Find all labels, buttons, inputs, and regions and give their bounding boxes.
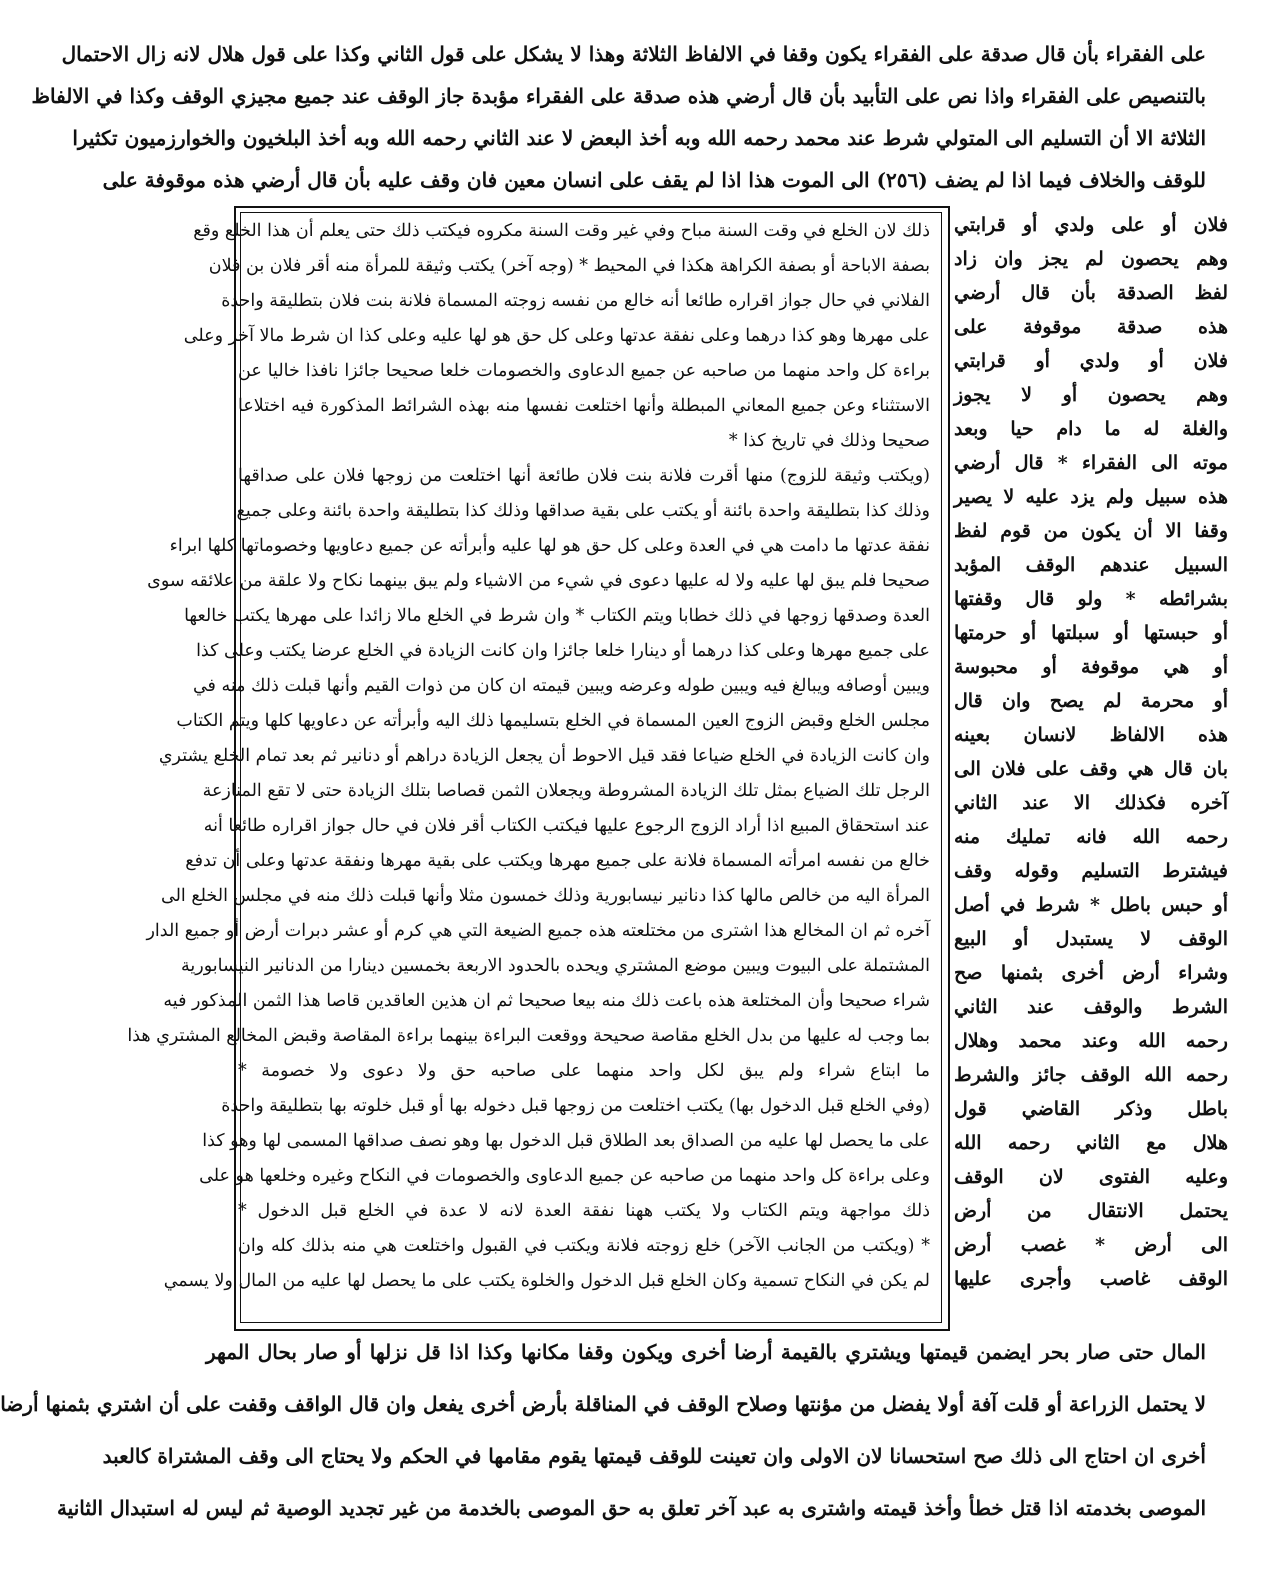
side-text-line: هذه الالفاظ لانسان بعينه: [954, 724, 1228, 746]
commentary-line: الفلاني في حال جواز اقراره طائعا أنه خالع من نفسه زوجته المسماة فلانة بنت فلان بتطليقة واحدة: [221, 291, 930, 311]
main-text-line: على الفقراء بأن قال صدقة على الفقراء يكون وقفا في الالفاظ الثلاثة وهذا لا يشكل على قول الثاني وكذا على قول هلال لانه زال الاحتمال: [61, 42, 1206, 66]
main-text-line: لا يحتمل الزراعة أو قلت آفة أولا يفضل من مؤنتها وصلاح الوقف في المناقلة بأرض أخرى يفعل وان قال الواقف وقفت على أن اشتري بثمنها أرضا: [0, 1392, 1206, 1416]
commentary-line: مجلس الخلع وقبض الزوج العين المسماة في الخلع بتسليمها ذلك اليه وأبرأته عن دعاويها كلها ويتم الكتاب: [176, 711, 930, 731]
side-text-line: أو حبس باطل * شرط في أصل: [954, 894, 1228, 916]
commentary-line: على مهرها وهو كذا درهما وعلى نفقة عدتها وعلى كل حق هو لها عليه وعلى كذا ان شرط مالا آخر وعلى: [183, 326, 930, 346]
side-text-line: فلان أو على ولدي أو قرابتي: [954, 214, 1228, 236]
commentary-line: الرجل تلك الضياع بمثل تلك الزيادة المشروطة ويجعلان الثمن قصاصا بتلك الزيادة حتى لا تقع المنازعة: [202, 781, 930, 801]
side-text-line: بان قال هي وقف على فلان الى: [954, 758, 1228, 780]
side-text-line: لفظ الصدقة بأن قال أرضي: [954, 282, 1228, 304]
commentary-line: عند استحقاق المبيع اذا أراد الزوج الرجوع عليها فيكتب الكتاب أقر فلان في حال جواز اقراره طائعا أنه: [203, 816, 930, 836]
commentary-line: المشتملة على البيوت ويبين موضع المشتري ويحده بالحدود الاربعة بخمسين دينارا من الدنانير النيسابورية: [181, 956, 930, 976]
side-text-line: الشرط والوقف عند الثاني: [954, 996, 1228, 1018]
commentary-line: صحيحا فلم يبق لها عليه ولا له عليها دعوى في شيء من الاشياء ولم يبق بينهما نكاح ولا علقة من علائقه سوى: [147, 571, 930, 591]
commentary-line: صحيحا وذلك في تاريخ كذا *: [728, 431, 930, 451]
commentary-line: وان كانت الزيادة في الخلع ضياعا فقد قيل الاحوط أن يجعل الزيادة دراهم أو دنانير ثم بعد تمام الخلع يشتري: [158, 746, 930, 766]
side-text-line: وشراء أرض أخرى بثمنها صح: [954, 962, 1228, 984]
main-text-line: بالتنصيص على الفقراء واذا نص على التأبيد بأن قال أرضي هذه صدقة على الفقراء مؤبدة جاز الوقف عند جميع مجيزي الوقف وكذا في الالفاظ: [31, 84, 1206, 108]
side-text-line: الوقف غاصب وأجرى عليها: [954, 1268, 1228, 1290]
side-text-line: وقفا الا أن يكون من قوم لفظ: [954, 520, 1228, 542]
side-text-line: موته الى الفقراء * قال أرضي: [954, 452, 1228, 474]
main-text-line: المال حتى صار بحر ايضمن قيمتها ويشتري بالقيمة أرضا أخرى ويكون وقفا مكانها وكذا اذا قل نزلها أو صار بحال المهر: [206, 1340, 1206, 1364]
main-text-line: أخرى ان احتاج الى ذلك صح استحسانا لان الاولى وان تعينت للوقف قيمتها يقوم مقامها في الحكم ولا يحتاج الى وقف المشتراة كالعبد: [102, 1444, 1206, 1468]
side-text-line: وعليه الفتوى لان الوقف: [954, 1166, 1228, 1188]
side-text-line: رحمه الله وعند محمد وهلال: [954, 1030, 1228, 1052]
side-text-line: والغلة له ما دام حيا وبعد: [954, 418, 1228, 440]
side-text-line: وهم يحصون لم يجز وان زاد: [954, 248, 1228, 270]
side-text-line: وهم يحصون أو لا يجوز: [954, 384, 1228, 406]
side-text-line: الى أرض * غصب أرض: [954, 1234, 1228, 1256]
commentary-line: * (ويكتب من الجانب الآخر) خلع زوجته فلانة ويكتب في القبول واختلعت هي منه بذلك كله وان: [238, 1236, 930, 1256]
commentary-line: ذلك لان الخلع في وقت السنة مباح وفي غير وقت السنة مكروه فيكتب ذلك حتى يعلم أن هذا الخلع وقع: [193, 221, 930, 241]
commentary-line: بصفة الاباحة أو بصفة الكراهة هكذا في المحيط * (وجه آخر) يكتب وثيقة للمرأة منه أقر فلان بن فلان: [208, 256, 930, 276]
side-text-line: أو حبستها أو سبلتها أو حرمتها: [954, 622, 1228, 644]
commentary-line: (ويكتب وثيقة للزوج) منها أقرت فلانة بنت فلان طائعة أنها اختلعت من زوجها فلان على صداقها: [238, 466, 930, 486]
commentary-line: العدة وصدقها زوجها في ذلك خطابا ويتم الكتاب * وان شرط في الخلع مالا زائدا على مهرها يكتب خالعها: [184, 606, 930, 626]
commentary-line: نفقة عدتها ما دامت هي في العدة وعلى كل حق هو لها عليه وأبرأته عن جميع دعاويها وخصوماتها كلها ابراء: [169, 536, 930, 556]
main-text-line: للوقف والخلاف فيما اذا لم يضف (٢٥٦) الى الموت هذا اذا لم يقف على انسان معين فان وقف عليه بأن قال أرضي هذه موقوفة على: [102, 168, 1206, 192]
side-text-line: فيشترط التسليم وقوله وقف: [954, 860, 1228, 882]
side-text-line: رحمه الله الوقف جائز والشرط: [954, 1064, 1228, 1086]
commentary-line: ما ابتاع شراء ولم يبق لكل واحد منهما على صاحبه حق ولا دعوى ولا خصومة *: [238, 1061, 930, 1081]
side-text-line: رحمه الله فانه تمليك منه: [954, 826, 1228, 848]
commentary-line: على ما يحصل لها عليه من الصداق بعد الطلاق قبل الدخول بها وهو نصف صداقها المسمى لها وهو كذا: [202, 1131, 930, 1151]
side-text-line: الوقف لا يستبدل أو البيع: [954, 928, 1228, 950]
commentary-line: الاستثناء وعن جميع المعاني المبطلة وأنها اختلعت نفسها منه بهذه الشرائط المذكورة فيه اختلاعا: [238, 396, 930, 416]
commentary-line: (وفي الخلع قبل الدخول بها) يكتب اختلعت من زوجها قبل دخوله بها أو قبل خلوته بها بتطليقة واحدة: [221, 1096, 930, 1116]
commentary-line: لم يكن في النكاح تسمية وكان الخلع قبل الدخول والخلوة يكتب على ما يحصل لها عليه من المال ولا يسمي: [163, 1271, 930, 1291]
side-text-line: آخره فكذلك الا عند الثاني: [954, 792, 1228, 814]
commentary-line: وذلك كذا بتطليقة واحدة بائنة أو يكتب على بقية صداقها وذلك كذا بتطليقة واحدة بائنة وعلى جميع: [236, 501, 930, 521]
side-text-line: فلان أو ولدي أو قرابتي: [954, 350, 1228, 372]
side-text-line: أو هي موقوفة أو محبوسة: [954, 656, 1228, 678]
main-text-line: الموصى بخدمته اذا قتل خطأ وأخذ قيمته واشترى به عبد آخر تعلق به حق الموصى بالخدمة من غير تجديد الوصية ثم ليس له استبدال الثانية: [56, 1496, 1206, 1520]
commentary-line: ذلك مواجهة ويتم الكتاب ولا يكتب ههنا نفقة العدة لانه لا عدة في الخلع قبل الدخول *: [238, 1201, 930, 1221]
side-text-line: هلال مع الثاني رحمه الله: [954, 1132, 1228, 1154]
commentary-line: بما وجب له عليها من بدل الخلع مقاصة صحيحة ووقعت البراءة بينهما براءة المقاصة وقبض المخالع المشتري هذا: [127, 1026, 930, 1046]
commentary-line: وعلى براءة كل واحد منهما من صاحبه عن جميع الدعاوى والخصومات في النكاح وغيره وخلعها هو على: [199, 1166, 930, 1186]
side-text-line: أو محرمة لم يصح وان قال: [954, 690, 1228, 712]
commentary-line: على جميع مهرها وعلى كذا درهما أو دينارا خلعا جائزا وان كانت الزيادة في الخلع عرضا يكتب وعلى كذا: [196, 641, 930, 661]
side-text-line: باطل وذكر القاضي قول: [954, 1098, 1228, 1120]
commentary-line: ويبين أوصافه ويبالغ فيه ويبين طوله وعرضه ويبين قيمته ان كان من ذوات القيم وأنها قبلت ذلك منه في: [192, 676, 930, 696]
side-text-line: بشرائطه * ولو قال وقفتها: [954, 588, 1228, 610]
commentary-line: آخره ثم ان المخالع هذا اشترى من مختلعته هذه جميع الضيعة التي هي كرم أو عشر دبرات أرض أو جميع الدار: [146, 921, 930, 941]
side-text-line: السبيل عندهم الوقف المؤبد: [954, 554, 1228, 576]
commentary-line: المرأة اليه من خالص مالها كذا دنانير نيسابورية وذلك خمسون مثلا وأنها قبلت ذلك منه في مجلس الخلع الى: [160, 886, 930, 906]
side-text-line: هذه سبيل ولم يزد عليه لا يصير: [954, 486, 1228, 508]
side-text-line: هذه صدقة موقوفة على: [954, 316, 1228, 338]
commentary-line: شراء صحيحا وأن المختلعة هذه باعت ذلك منه بيعا صحيحا ثم ان هذين العاقدين قاصا هذا الثمن المذكور فيه: [163, 991, 930, 1011]
side-text-line: يحتمل الانتقال من أرض: [954, 1200, 1228, 1222]
main-text-line: الثلاثة الا أن التسليم الى المتولي شرط عند محمد رحمه الله وبه أخذ البعض لا عند الثاني رحمه الله وبه أخذ البلخيون والخوارزميون تكثيرا: [72, 126, 1206, 150]
commentary-line: براءة كل واحد منهما من صاحبه عن جميع الدعاوى والخصومات خلعا صحيحا جائزا نافذا خاليا عن: [238, 361, 930, 381]
commentary-line: خالع من نفسه امرأته المسماة فلانة على جميع مهرها ويكتب على بقية مهرها ونفقة عدتها وعلى أن تدفع: [185, 851, 930, 871]
